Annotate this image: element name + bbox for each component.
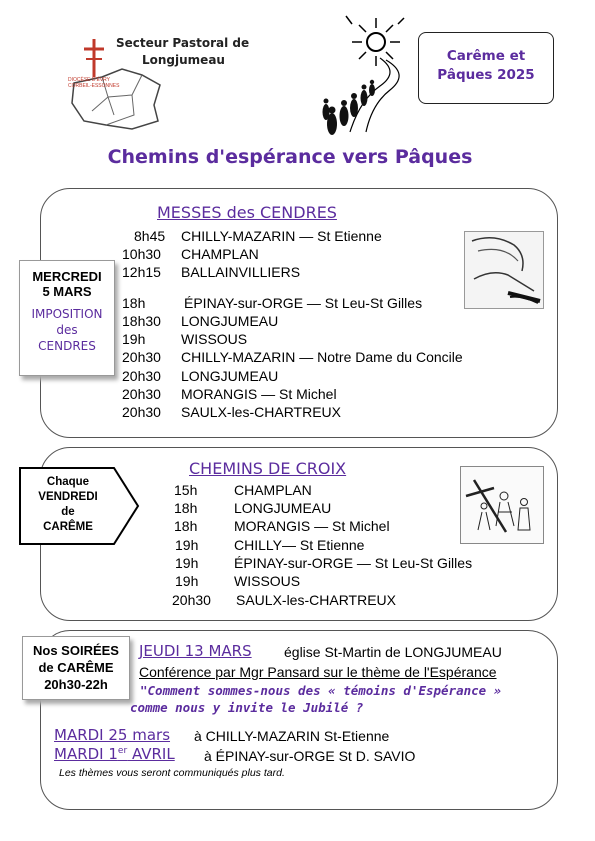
mardi2-date-month: AVRIL <box>127 745 175 763</box>
mercredi-tag <box>19 260 115 376</box>
tag-day: MERCREDI <box>32 269 102 284</box>
mass-place: BALLAINVILLIERS <box>181 264 301 280</box>
mass-place: ÉPINAY-sur-ORGE — St Leu-St Gilles <box>184 295 423 311</box>
tag-chaque: Chaque <box>46 476 90 488</box>
mass-time: 20h30 <box>122 368 161 384</box>
mass-time: 20h30 <box>122 386 161 402</box>
way-of-cross-image <box>460 466 544 544</box>
badge-line2: Pâques 2025 <box>437 67 535 83</box>
soirees-tag <box>22 636 130 700</box>
tag-de: de <box>61 506 75 518</box>
croix-place: SAULX-les-CHARTREUX <box>236 592 396 608</box>
mass-time: 18h <box>122 295 146 311</box>
croix-time: 19h <box>175 537 199 553</box>
conference-title: Conférence par Mgr Pansard sur le thème de l'Espérance <box>139 664 497 680</box>
mass-place: CHAMPLAN <box>181 246 259 262</box>
croix-time: 19h <box>175 573 199 589</box>
mardi1-place: à CHILLY-MAZARIN St-Etienne <box>194 728 390 744</box>
diocese-label: DIOCÈSE D'ÉVRY CORBEIL-ESSONNES <box>68 77 120 89</box>
tag-de-careme: de CARÊME <box>38 660 114 675</box>
cendres-row <box>134 228 165 244</box>
mass-place: SAULX-les-CHARTREUX <box>181 404 341 420</box>
mardi1-date: MARDI 25 mars <box>54 726 171 744</box>
mass-place: CHILLY-MAZARIN — Notre Dame du Concile <box>181 349 463 365</box>
mardi2-date-sup: er <box>117 746 128 756</box>
sector-logo <box>62 25 262 135</box>
croix-time: 20h30 <box>172 592 211 608</box>
croix-place: CHILLY— St Etienne <box>234 537 365 553</box>
croix-time: 15h <box>174 482 198 498</box>
cendres-title: MESSES des CENDRES <box>157 203 337 222</box>
quote-line2: comme nous y invite le Jubilé ? <box>130 700 364 715</box>
mass-time: 8h45 <box>134 228 166 244</box>
themes-note: Les thèmes vous seront communiqués plus tard. <box>59 767 285 779</box>
mass-place: MORANGIS — St Michel <box>181 386 337 402</box>
mass-time: 18h30 <box>122 313 161 329</box>
mass-time: 19h <box>122 331 146 347</box>
mass-time: 20h30 <box>122 404 161 420</box>
croix-place: WISSOUS <box>234 573 301 589</box>
mardi2-date <box>54 745 175 763</box>
ash-imposition-image <box>464 231 544 309</box>
quote-line1: "Comment sommes-nous des « témoins d'Espérance » <box>140 683 502 698</box>
mardi2-date-main: MARDI 1 <box>54 745 118 763</box>
mass-time: 12h15 <box>122 264 161 280</box>
mass-time: 20h30 <box>122 349 161 365</box>
tag-soirees: Nos SOIRÉES <box>33 643 119 658</box>
tag-hours: 20h30-22h <box>44 677 108 692</box>
croix-time: 18h <box>174 518 198 534</box>
croix-time: 18h <box>174 500 198 516</box>
tag-des: des <box>56 323 78 337</box>
jeudi-date: JEUDI 13 MARS <box>139 642 252 660</box>
tag-date: 5 MARS <box>42 284 92 299</box>
mass-place: LONGJUMEAU <box>181 368 279 384</box>
croix-time: 19h <box>175 555 199 571</box>
croix-place: CHAMPLAN <box>234 482 312 498</box>
croix-title: CHEMINS DE CROIX <box>189 459 347 478</box>
mardi2-place: à ÉPINAY-sur-ORGE St D. SAVIO <box>204 748 416 764</box>
pilgrims-sun-illustration <box>320 12 410 142</box>
tag-cendres: CENDRES <box>38 339 96 353</box>
croix-place: ÉPINAY-sur-ORGE — St Leu-St Gilles <box>234 555 473 571</box>
page-title: Chemins d'espérance vers Pâques <box>107 146 473 168</box>
tag-careme: CARÊME <box>43 521 93 533</box>
vendredi-tag <box>18 475 118 535</box>
cendres-row <box>181 228 382 244</box>
croix-place: MORANGIS — St Michel <box>234 518 390 534</box>
careme-paques-badge <box>418 32 554 104</box>
tag-imposition: IMPOSITION <box>31 307 103 321</box>
logo-title-line1: Secteur Pastoral de <box>116 36 250 50</box>
jeudi-place: église St-Martin de LONGJUMEAU <box>284 644 502 660</box>
tag-vendredi: VENDREDI <box>38 491 98 503</box>
mass-place: CHILLY-MAZARIN — St Etienne <box>181 228 382 244</box>
badge-line1: Carême et <box>446 48 526 64</box>
croix-place: LONGJUMEAU <box>234 500 332 516</box>
mass-place: WISSOUS <box>181 331 248 347</box>
mass-time: 10h30 <box>122 246 161 262</box>
mass-place: LONGJUMEAU <box>181 313 279 329</box>
logo-title-line2: Longjumeau <box>142 53 225 67</box>
